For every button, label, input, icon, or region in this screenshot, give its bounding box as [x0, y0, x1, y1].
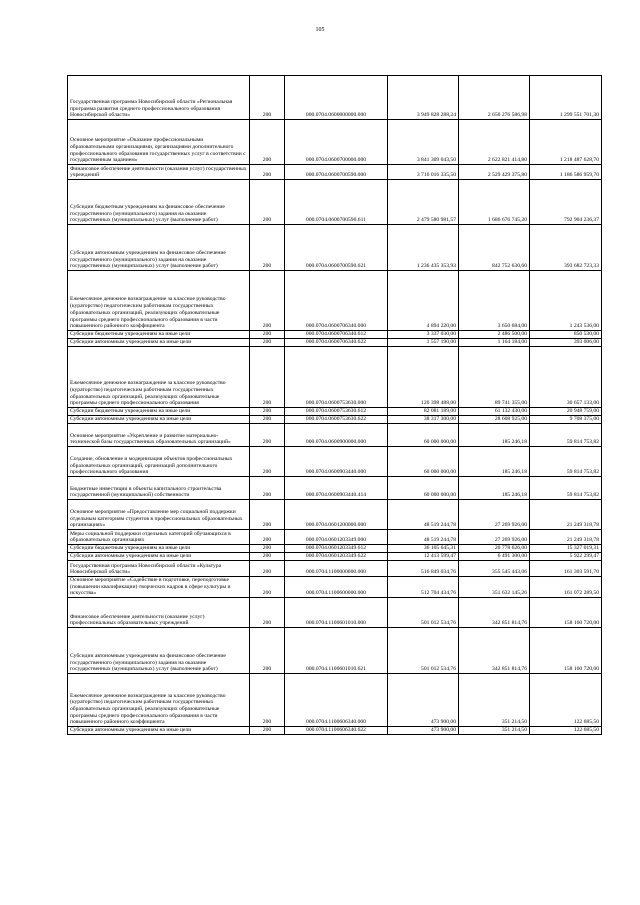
row-amount-remainder: 792 904 236,37	[530, 180, 602, 225]
table-row	[68, 447, 602, 477]
row-classifier: 000.0704.0600700000.000	[285, 120, 388, 165]
row-amount-executed: 351 632 145,26	[459, 577, 530, 598]
table-row	[68, 598, 602, 628]
row-amount-executed: 185 246,18	[459, 477, 530, 500]
row-amount-remainder: 59 814 753,82	[530, 447, 602, 477]
row-amount-total: 4 894 220,00	[388, 271, 459, 331]
row-classifier: 000.0704.0600000000.000	[285, 76, 388, 120]
row-amount-executed: 2 650 276 586,98	[459, 76, 530, 120]
row-classifier: 000.0704.0600903440.000	[285, 447, 388, 477]
row-name: Субсидии автономным учреждениям на иные цели	[68, 727, 250, 735]
row-amount-executed: 27 269 926,00	[459, 500, 530, 530]
row-amount-executed: 185 246,18	[459, 447, 530, 477]
row-amount-remainder: 1 243 536,00	[530, 271, 602, 331]
row-name: Государственная программа Новосибирской области «Культура Новосибирской области»	[68, 561, 250, 577]
row-amount-total: 12 413 599,47	[388, 553, 459, 561]
row-amount-total: 3 716 016 335,50	[388, 165, 459, 180]
row-classifier: 000.0704.1100601010.000	[285, 598, 388, 628]
row-amount-total: 2 479 580 981,57	[388, 180, 459, 225]
row-amount-executed: 342 851 814,76	[459, 628, 530, 674]
row-amount-executed: 355 545 443,06	[459, 561, 530, 577]
row-amount-remainder: 59 814 753,82	[530, 424, 602, 447]
row-amount-executed: 28 608 925,00	[459, 416, 530, 424]
row-code: 200	[250, 331, 285, 339]
row-amount-executed: 342 851 814,76	[459, 598, 530, 628]
row-classifier: 000.0704.1100600000.000	[285, 577, 388, 598]
row-name: Основное мероприятие «Укрепление и развитие материально-технической базы государственных образовательных организаций»	[68, 424, 250, 447]
row-code: 200	[250, 727, 285, 735]
row-amount-remainder: 59 814 753,82	[530, 477, 602, 500]
row-amount-remainder: 21 249 318,78	[530, 530, 602, 545]
row-amount-total: 48 519 244,78	[388, 500, 459, 530]
row-name: Основное мероприятие «Предоставление мер социальной поддержки отдельным категориям студентов в профессиональных образовательных организациях»	[68, 500, 250, 530]
row-classifier: 000.0704.0600706340.000	[285, 271, 388, 331]
row-classifier: 000.0704.0600706340.612	[285, 331, 388, 339]
row-name: Субсидии бюджетным учреждениям на иные цели	[68, 408, 250, 416]
row-code: 200	[250, 553, 285, 561]
row-name: Субсидии бюджетным учреждениям на финансовое обеспечение государственного (муниципального) задания на оказание государственных (муниципальных) услуг (выполнение работ)	[68, 180, 250, 225]
row-amount-total: 38 317 300,00	[388, 416, 459, 424]
table-row	[68, 120, 602, 165]
row-code: 200	[250, 347, 285, 408]
row-amount-remainder: 161 303 591,70	[530, 561, 602, 577]
row-amount-total: 473 900,00	[388, 727, 459, 735]
row-code: 200	[250, 545, 285, 553]
row-amount-remainder: 30 657 133,00	[530, 347, 602, 408]
row-name: Ежемесячное денежное вознаграждение за классное руководство (кураторство) педагогическим работникам государственных образовательных организаций, реализующих образовательные программы среднего профессионального образования в части повышенного районного коэффициента	[68, 674, 250, 727]
row-code: 200	[250, 598, 285, 628]
row-amount-total: 3 949 828 288,24	[388, 76, 459, 120]
table-row	[68, 225, 602, 271]
row-code: 200	[250, 165, 285, 180]
row-amount-executed: 351 214,50	[459, 727, 530, 735]
table-row	[68, 165, 602, 180]
row-amount-remainder: 850 530,00	[530, 331, 602, 339]
row-name: Государственная программа Новосибирской области «Региональная программа развития среднего профессионального образования Новосибирской области»	[68, 76, 250, 120]
row-amount-remainder: 9 708 375,00	[530, 416, 602, 424]
row-code: 200	[250, 416, 285, 424]
table-row	[68, 561, 602, 577]
row-amount-remainder: 393 682 723,33	[530, 225, 602, 271]
row-amount-total: 60 000 000,00	[388, 477, 459, 500]
row-amount-remainder: 158 160 720,00	[530, 598, 602, 628]
row-amount-remainder: 20 948 759,00	[530, 408, 602, 416]
table-row	[68, 424, 602, 447]
row-classifier: 000.0704.0601203349.000	[285, 530, 388, 545]
row-amount-executed: 2 529 429 375,80	[459, 165, 530, 180]
table-row	[68, 339, 602, 347]
row-code: 200	[250, 120, 285, 165]
row-amount-total: 3 337 030,00	[388, 331, 459, 339]
row-classifier: 000.0704.0600753630.000	[285, 347, 388, 408]
row-name: Создание, обновление и модернизация объектов профессиональных образовательных организаций, организаций дополнительного профессионального образования	[68, 447, 250, 477]
row-amount-total: 60 000 000,00	[388, 424, 459, 447]
row-classifier: 000.0704.0600900000.000	[285, 424, 388, 447]
row-name: Основное мероприятие «Содействие в подготовке, переподготовке (повышении квалификации) творческих кадров в сфере культуры и искусства»	[68, 577, 250, 598]
row-code: 200	[250, 225, 285, 271]
row-name: Субсидии автономным учреждениям на иные цели	[68, 416, 250, 424]
row-amount-total: 1 236 435 353,93	[388, 225, 459, 271]
row-name: Субсидии бюджетным учреждениям на иные цели	[68, 331, 250, 339]
row-amount-remainder: 5 922 299,47	[530, 553, 602, 561]
row-classifier: 000.0704.0600903440.414	[285, 477, 388, 500]
row-amount-executed: 61 132 430,00	[459, 408, 530, 416]
row-amount-total: 512 704 434,76	[388, 577, 459, 598]
row-amount-executed: 3 650 684,00	[459, 271, 530, 331]
row-amount-remainder: 1 299 551 701,30	[530, 76, 602, 120]
row-amount-executed: 2 486 500,00	[459, 331, 530, 339]
table-row	[68, 416, 602, 424]
row-classifier: 000.0704.0601203349.612	[285, 545, 388, 553]
row-amount-total: 120 398 488,00	[388, 347, 459, 408]
row-amount-total: 1 557 190,00	[388, 339, 459, 347]
row-code: 200	[250, 577, 285, 598]
row-name: Основное мероприятие «Оказание профессиональными образовательными организациями, организациями дополнительного профессионального образования государственных услуг в соответствии с государственным заданием»	[68, 120, 250, 165]
row-amount-remainder: 1 218 487 628,70	[530, 120, 602, 165]
row-amount-remainder: 15 327 019,31	[530, 545, 602, 553]
table-row	[68, 331, 602, 339]
row-amount-executed: 185 246,18	[459, 424, 530, 447]
row-name: Ежемесячное денежное вознаграждение за классное руководство (кураторство) педагогическим работникам государственных образовательных организаций, реализующих образовательные программы среднего профессионального образования в части повышенного районного коэффициента	[68, 271, 250, 331]
row-amount-remainder: 122 685,50	[530, 674, 602, 727]
row-amount-executed: 1 164 184,00	[459, 339, 530, 347]
row-amount-executed: 27 269 926,00	[459, 530, 530, 545]
row-code: 200	[250, 447, 285, 477]
row-amount-remainder: 158 160 720,00	[530, 628, 602, 674]
row-amount-remainder: 161 072 289,50	[530, 577, 602, 598]
row-amount-total: 473 900,00	[388, 674, 459, 727]
row-code: 200	[250, 408, 285, 416]
row-classifier: 000.0704.1100000000.000	[285, 561, 388, 577]
row-name: Ежемесячное денежное вознаграждение за классное руководство (кураторство) педагогическим работникам государственных образовательных организаций, реализующих образовательные программы среднего профессионального образования	[68, 347, 250, 408]
row-amount-executed: 20 778 626,00	[459, 545, 530, 553]
row-amount-executed: 351 214,50	[459, 674, 530, 727]
row-name: Субсидии автономным учреждениям на иные цели	[68, 339, 250, 347]
row-amount-executed: 842 752 630,60	[459, 225, 530, 271]
row-code: 200	[250, 339, 285, 347]
row-classifier: 000.0704.0600706340.622	[285, 339, 388, 347]
row-classifier: 000.0704.0600700590.621	[285, 225, 388, 271]
row-name: Субсидии автономным учреждениям на финансовое обеспечение государственного (муниципального) задания на оказание государственных (муниципальных) услуг (выполнение работ)	[68, 225, 250, 271]
row-amount-total: 501 012 534,76	[388, 598, 459, 628]
row-classifier: 000.0704.0600753630.622	[285, 416, 388, 424]
row-code: 200	[250, 674, 285, 727]
table-row	[68, 674, 602, 727]
table-row	[68, 577, 602, 598]
page-number: 105	[315, 27, 325, 33]
table-row	[68, 271, 602, 331]
row-classifier: 000.0704.0601203349.622	[285, 553, 388, 561]
row-classifier: 000.0704.0600753630.612	[285, 408, 388, 416]
row-name: Меры социальной поддержки отдельных категорий обучающихся в образовательных организациях	[68, 530, 250, 545]
row-amount-executed: 89 741 355,00	[459, 347, 530, 408]
row-code: 200	[250, 180, 285, 225]
table-row	[68, 545, 602, 553]
table-row	[68, 530, 602, 545]
row-code: 200	[250, 271, 285, 331]
table-row	[68, 347, 602, 408]
budget-table	[67, 75, 602, 735]
row-classifier: 000.0704.1100601010.621	[285, 628, 388, 674]
row-amount-total: 48 519 244,78	[388, 530, 459, 545]
table-row	[68, 477, 602, 500]
row-amount-executed: 1 686 676 745,20	[459, 180, 530, 225]
row-amount-remainder: 122 685,50	[530, 727, 602, 735]
row-amount-total: 36 105 645,31	[388, 545, 459, 553]
row-amount-executed: 2 622 821 414,80	[459, 120, 530, 165]
row-classifier: 000.0704.1100606340.622	[285, 727, 388, 735]
row-name: Субсидии автономным учреждениям на финансовое обеспечение государственного (муниципального) задания на оказание государственных (муниципальных) услуг (выполнение работ)	[68, 628, 250, 674]
row-code: 200	[250, 76, 285, 120]
budget-table-body	[68, 76, 602, 735]
row-classifier: 000.0704.0600700590.000	[285, 165, 388, 180]
row-amount-total: 3 841 309 043,50	[388, 120, 459, 165]
table-row	[68, 553, 602, 561]
row-code: 200	[250, 424, 285, 447]
row-code: 200	[250, 500, 285, 530]
row-name: Финансовое обеспечение деятельности (оказания услуг) государственных учреждений	[68, 165, 250, 180]
row-name: Субсидии бюджетным учреждениям на иные цели	[68, 545, 250, 553]
row-amount-total: 501 012 534,76	[388, 628, 459, 674]
row-amount-remainder: 393 006,00	[530, 339, 602, 347]
row-name: Финансовое обеспечение деятельности (оказание услуг) профессиональных образовательных учреждений	[68, 598, 250, 628]
table-row	[68, 76, 602, 120]
row-classifier: 000.0704.1100606340.000	[285, 674, 388, 727]
row-name: Бюджетные инвестиции в объекты капитального строительства государственной (муниципальной) собственности	[68, 477, 250, 500]
row-classifier: 000.0704.0600700590.611	[285, 180, 388, 225]
table-row	[68, 180, 602, 225]
row-classifier: 000.0704.0601200000.000	[285, 500, 388, 530]
table-row	[68, 408, 602, 416]
row-name: Субсидии автономным учреждениям на иные цели	[68, 553, 250, 561]
row-amount-total: 82 081 189,00	[388, 408, 459, 416]
table-row	[68, 628, 602, 674]
row-amount-executed: 6 491 300,00	[459, 553, 530, 561]
table-row	[68, 727, 602, 735]
row-code: 200	[250, 530, 285, 545]
row-code: 200	[250, 561, 285, 577]
table-row	[68, 500, 602, 530]
row-amount-remainder: 1 186 586 959,70	[530, 165, 602, 180]
row-amount-remainder: 21 249 318,78	[530, 500, 602, 530]
row-amount-total: 516 849 034,76	[388, 561, 459, 577]
row-amount-total: 60 000 000,00	[388, 447, 459, 477]
row-code: 200	[250, 628, 285, 674]
row-code: 200	[250, 477, 285, 500]
